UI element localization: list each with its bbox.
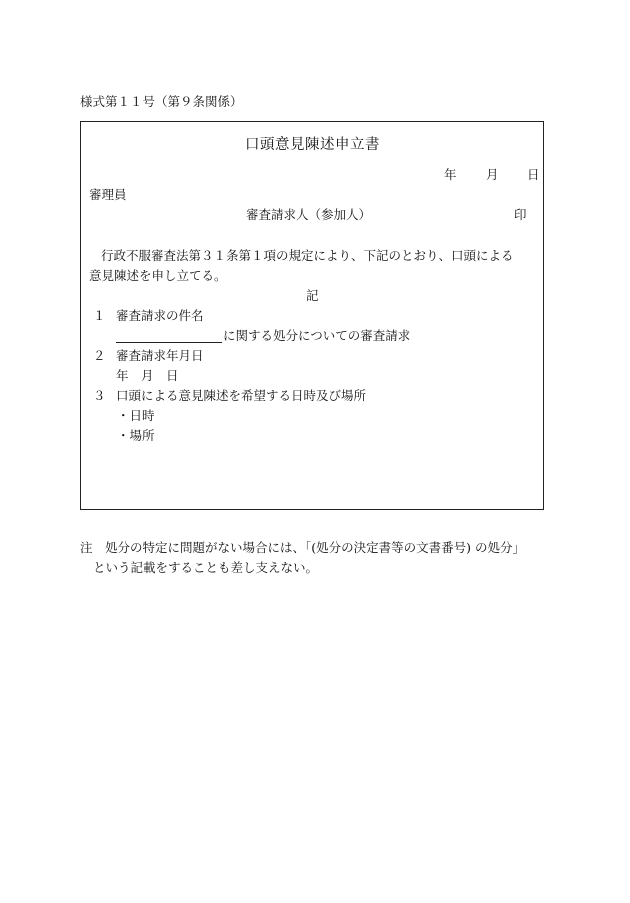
form-number-label: 様式第１１号（第９条関係） <box>80 94 243 109</box>
note-line-1: 注 処分の特定に問題がない場合には、「(処分の決定書等の文書番号) の処分」 <box>80 540 525 555</box>
body-text-line-2: 意見陳述を申し立てる。 <box>89 268 227 283</box>
applicant-label: 審査請求人（参加人） <box>246 207 372 222</box>
item-3-label: 口頭による意見陳述を希望する日時及び場所 <box>116 388 367 403</box>
seal-mark: 印 <box>514 207 527 222</box>
document-title: 口頭意見陳述申立書 <box>245 137 380 153</box>
item-3-number: ３ <box>93 388 106 403</box>
date-day-label: 日 <box>527 167 540 182</box>
date-year-label: 年 <box>444 167 457 182</box>
date-month-label: 月 <box>486 167 499 182</box>
note-line-2: という記載をすることも差し支えない。 <box>93 560 319 575</box>
item-1-label: 審査請求の件名 <box>116 308 204 323</box>
item-3-place: ・場所 <box>117 428 155 443</box>
item-1-detail: に関する処分についての審査請求 <box>223 328 411 343</box>
addressee: 審理員 <box>89 187 127 202</box>
item-2-label: 審査請求年月日 <box>116 348 204 363</box>
item-2-number: ２ <box>93 348 106 363</box>
item-1-number: １ <box>93 308 106 323</box>
item-2-date-placeholder: 年 月 日 <box>116 368 179 383</box>
body-text-line-1: 行政不服審査法第３１条第１項の規定により、下記のとおり、口頭による <box>101 248 514 263</box>
ki-heading: 記 <box>306 288 319 303</box>
item-3-datetime: ・日時 <box>117 408 155 423</box>
case-name-blank-line <box>116 342 222 343</box>
